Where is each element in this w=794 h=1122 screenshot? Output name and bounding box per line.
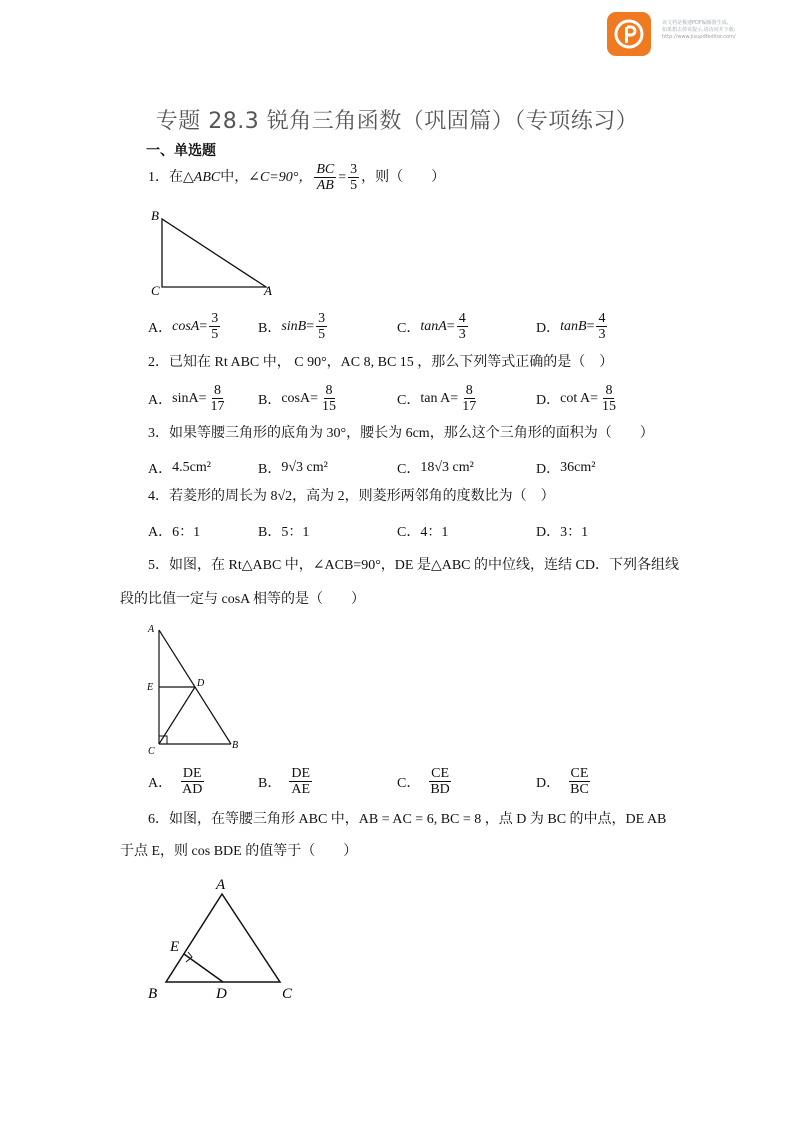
option-letter: B． xyxy=(258,775,282,791)
watermark-line: http://www.jisupdfeditor.com/ xyxy=(662,34,736,40)
option-letter: D． xyxy=(536,462,561,477)
option-letter: A． xyxy=(148,525,173,540)
option-value: 3：1 xyxy=(560,525,589,540)
option-letter: C． xyxy=(397,320,421,336)
fraction-denominator: 3 xyxy=(458,327,466,342)
fraction-denominator: 5 xyxy=(211,327,219,342)
fraction-numerator: 3 xyxy=(318,311,326,326)
pdf-editor-logo xyxy=(607,12,651,56)
fraction-numerator: 8 xyxy=(465,383,473,398)
option-letter: B． xyxy=(258,392,282,408)
q1-angle: ∠C=90°， xyxy=(248,169,313,185)
right-triangle-shape xyxy=(162,219,266,287)
option-letter: C． xyxy=(397,775,421,791)
fraction-numerator: 3 xyxy=(211,311,219,326)
option-fraction xyxy=(208,383,226,414)
option-eq: = xyxy=(306,318,315,334)
option-letter: B． xyxy=(258,462,282,477)
option-letter: D． xyxy=(536,320,561,336)
q1-triangle: △ABC xyxy=(183,169,221,185)
q1-option-b[interactable] xyxy=(258,311,329,342)
question-3: 3．如果等腰三角形的底角为 30°，腰长为 6cm，那么这个三角形的面积为（ ） xyxy=(148,426,654,441)
vertex-label-b: B xyxy=(148,986,158,1002)
question-4: 4．若菱形的周长为 8√2，高为 2，则菱形两邻角的度数比为（ ） xyxy=(148,489,555,504)
option-fraction xyxy=(596,311,607,342)
fraction-denominator: BD xyxy=(430,782,450,797)
fraction-numerator: 4 xyxy=(458,311,466,326)
option-letter: A． xyxy=(148,320,173,336)
vertex-label-c: C xyxy=(151,283,160,298)
q1-option-d[interactable] xyxy=(536,311,609,342)
option-value: 4.5cm² xyxy=(172,460,211,475)
fraction-denominator: 15 xyxy=(322,399,337,414)
option-func: cosA xyxy=(172,318,200,334)
option-letter: C． xyxy=(397,525,421,540)
fraction-denominator: 5 xyxy=(350,178,358,193)
q1-fraction-right xyxy=(348,162,359,193)
fraction-numerator: DE xyxy=(182,766,202,781)
fraction-numerator: DE xyxy=(291,766,311,781)
question-5-line2: 段的比值一定与 cosA 相等的是（ ） xyxy=(120,592,365,607)
option-func: sinB xyxy=(281,318,307,334)
segment-cd xyxy=(159,687,195,744)
option-fraction xyxy=(209,311,220,342)
vertex-label-a: A xyxy=(216,877,226,893)
fraction-denominator: 5 xyxy=(318,327,326,342)
option-fraction xyxy=(600,383,618,414)
option-letter: D． xyxy=(536,392,561,408)
option-letter: D． xyxy=(536,775,561,791)
q4-option-d[interactable] xyxy=(536,521,588,541)
question-6-line1: 6．如图，在等腰三角形 ABC 中，AB = AC = 6, BC = 8 ，点 D 为 BC 的中点，DE AB xyxy=(148,812,667,827)
question-2: 2．已知在 Rt ABC 中， C 90°，AC 8, BC 15 ，那么下列等式正确的是（ ） xyxy=(148,355,614,370)
vertex-label-e: E xyxy=(170,939,180,955)
q1-num: 1．在 xyxy=(148,169,183,185)
fraction-numerator: 3 xyxy=(350,162,358,177)
q5-option-a[interactable] xyxy=(148,766,206,797)
q1-fraction-left xyxy=(314,162,336,193)
option-func: tan A xyxy=(420,390,451,406)
option-fraction xyxy=(289,766,312,797)
watermark-line: 如果想去掉该提示,请访问并下载: xyxy=(662,27,736,33)
q3-option-a[interactable] xyxy=(148,458,211,478)
q5-option-d[interactable] xyxy=(536,766,593,797)
question-1 xyxy=(148,162,445,193)
option-eq: = xyxy=(198,390,207,406)
option-func: cosA xyxy=(281,390,311,406)
vertex-label-a: A xyxy=(264,283,272,298)
option-fraction xyxy=(316,311,327,342)
q5-option-b[interactable] xyxy=(258,766,314,797)
isosceles-triangle-shape xyxy=(166,894,280,982)
fraction-numerator: 8 xyxy=(325,383,333,398)
option-fraction xyxy=(320,383,338,414)
q2-option-d[interactable] xyxy=(536,383,620,414)
fraction-numerator: CE xyxy=(431,766,450,781)
document-title: 专题 28.3 锐角三角函数（巩固篇）（专项练习） xyxy=(155,109,639,134)
fraction-numerator: CE xyxy=(570,766,589,781)
option-fraction xyxy=(428,766,451,797)
q4-option-b[interactable] xyxy=(258,521,309,541)
option-letter: C． xyxy=(397,392,421,408)
option-eq: = xyxy=(310,390,319,406)
vertex-label-c: C xyxy=(148,746,155,757)
q2-option-b[interactable] xyxy=(258,383,340,414)
fraction-denominator: AE xyxy=(291,782,311,797)
q4-option-c[interactable] xyxy=(397,521,448,541)
fraction-numerator: 4 xyxy=(598,311,606,326)
section-heading: 一、单选题 xyxy=(146,143,216,159)
q3-option-b[interactable] xyxy=(258,458,328,478)
question-6-line2: 于点 E，则 cos BDE 的值等于（ ） xyxy=(120,844,358,859)
option-value: 36cm² xyxy=(560,460,596,475)
vertex-label-a: A xyxy=(148,624,155,635)
option-func: cot A xyxy=(560,390,591,406)
q1-triangle-figure xyxy=(148,205,278,300)
fraction-denominator: 15 xyxy=(601,399,616,414)
option-value: 6：1 xyxy=(172,525,201,540)
option-eq: = xyxy=(586,318,595,334)
p-logo-icon xyxy=(614,19,644,49)
option-value: 4：1 xyxy=(420,525,449,540)
q3-option-c[interactable] xyxy=(397,458,474,478)
fraction-numerator: BC xyxy=(316,162,335,177)
option-eq: = xyxy=(450,390,459,406)
vertex-label-b: B xyxy=(151,208,159,223)
option-value: 9√3 cm² xyxy=(281,460,328,475)
option-func: tanA xyxy=(420,318,447,334)
option-letter: A． xyxy=(148,775,173,791)
option-letter: D． xyxy=(536,525,561,540)
q2-option-c[interactable] xyxy=(397,383,480,414)
watermark-line: 该文档是极速PDF编辑器生成, xyxy=(662,20,729,26)
option-fraction xyxy=(457,311,468,342)
option-letter: A． xyxy=(148,462,173,477)
option-func: tanB xyxy=(560,318,587,334)
q1-option-a[interactable] xyxy=(148,311,222,342)
q1-eq: = xyxy=(338,169,347,185)
option-letter: B． xyxy=(258,525,282,540)
fraction-denominator: AD xyxy=(182,782,203,797)
q1-mid: 中， xyxy=(220,169,249,185)
vertex-label-c: C xyxy=(282,986,293,1002)
option-letter: A． xyxy=(148,392,173,408)
vertex-label-e: E xyxy=(147,682,154,693)
option-value: 5：1 xyxy=(281,525,310,540)
vertex-label-d: D xyxy=(197,678,205,689)
fraction-numerator: 8 xyxy=(605,383,613,398)
option-func: sinA xyxy=(172,390,199,406)
q1-tail: ，则（ ） xyxy=(361,169,446,185)
vertex-label-d: D xyxy=(216,986,227,1002)
option-value: 18√3 cm² xyxy=(420,460,474,475)
vertex-label-b: B xyxy=(232,740,239,751)
fraction-denominator: BC xyxy=(570,782,589,797)
q2-option-a[interactable] xyxy=(148,383,228,414)
q3-option-d[interactable] xyxy=(536,458,595,478)
fraction-denominator: 17 xyxy=(462,399,477,414)
question-5-line1: 5．如图，在 Rt△ABC 中，∠ACB=90°，DE 是△ABC 的中位线，连结 CD．下列各组线 xyxy=(148,558,679,573)
q1-option-c[interactable] xyxy=(397,311,470,342)
q5-triangle-figure xyxy=(145,620,255,760)
q4-option-a[interactable] xyxy=(148,521,200,541)
watermark-text xyxy=(662,20,792,41)
fraction-denominator: 17 xyxy=(210,399,225,414)
q6-triangle-figure xyxy=(140,872,310,1007)
option-eq: = xyxy=(590,390,598,406)
option-fraction xyxy=(568,766,591,797)
fraction-denominator: 3 xyxy=(598,327,606,342)
q5-option-c[interactable] xyxy=(397,766,454,797)
fraction-denominator: AB xyxy=(316,178,334,193)
option-fraction xyxy=(180,766,204,797)
option-eq: = xyxy=(199,318,208,334)
option-fraction xyxy=(460,383,478,414)
option-letter: B． xyxy=(258,320,282,336)
option-letter: C． xyxy=(397,462,421,477)
fraction-numerator: 8 xyxy=(213,383,221,398)
option-eq: = xyxy=(446,318,455,334)
